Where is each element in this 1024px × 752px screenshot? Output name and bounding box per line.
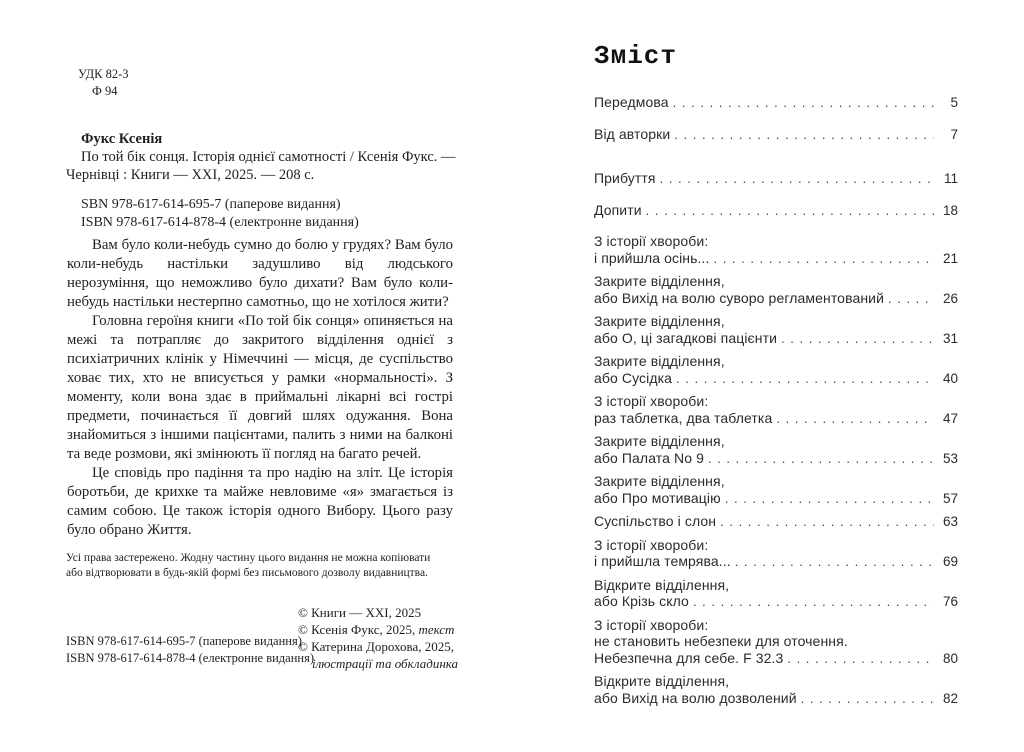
- toc-entry-title: Від авторки: [594, 125, 671, 142]
- toc-page-number: 31: [942, 330, 958, 346]
- copyright-illustrator: © Катерина Дорохова, 2025,: [298, 639, 454, 654]
- toc-page-number: 11: [943, 171, 958, 186]
- toc-row: [594, 410, 958, 428]
- toc-entry: [594, 202, 958, 220]
- toc-page-number: 26: [942, 290, 958, 306]
- toc-entry: [594, 94, 958, 112]
- toc-row: [594, 450, 958, 468]
- toc-page-number: 18: [942, 202, 958, 218]
- author-cutter-code: Ф 94: [92, 84, 118, 98]
- rights-notice: Усі права застережено. Жодну частину цього видання не можна копіювати або відтворювати в будь-якій формі без письмового дозволу видавництва.: [66, 551, 431, 579]
- toc-entry-title: раз таблетка, два таблетка: [594, 409, 773, 426]
- toc-entry-title: і прийшла темрява...: [594, 553, 731, 569]
- toc-entry-title: Передмова: [594, 94, 669, 110]
- dot-leader: [888, 291, 934, 308]
- toc-entry-line: З історії хвороби:: [594, 616, 709, 633]
- dot-leader: [646, 203, 934, 220]
- isbn-paper-bottom: ISBN 978-617-614-695-7 (паперове видання): [66, 634, 302, 648]
- toc-page-number: 57: [942, 490, 958, 506]
- toc-row: [594, 250, 958, 268]
- copyright-author: [298, 621, 458, 638]
- dot-leader: [674, 127, 934, 144]
- dot-leader: [776, 411, 934, 428]
- toc-entry-title: Суспільство і слон: [594, 513, 717, 529]
- bibliographic-record: [66, 130, 456, 184]
- dot-leader: [735, 554, 934, 571]
- copyright-publisher: © Книги — XXI, 2025: [298, 605, 422, 620]
- toc-entry: [594, 473, 958, 507]
- toc-page-number: 40: [942, 370, 958, 386]
- toc-entry-title: або Палата No 9: [594, 449, 704, 466]
- toc-entry: [594, 617, 958, 668]
- isbn-block-top: [81, 196, 359, 232]
- toc-entry-line: Закрите відділення,: [594, 433, 725, 449]
- toc-entry: [594, 170, 958, 188]
- toc-row: [594, 650, 958, 668]
- toc-page-number: 47: [942, 410, 958, 426]
- toc-page-number: 21: [942, 250, 958, 266]
- copyright-illustrator-role: ілюстрації та обкладинка: [312, 656, 459, 671]
- contents-page: [594, 42, 958, 713]
- toc-entry-title: або Вихід на волю дозволений: [594, 689, 797, 706]
- annotation: [67, 236, 453, 540]
- isbn-paper: SBN 978-617-614-695-7 (паперове видання): [81, 197, 341, 212]
- toc-page-number: 63: [942, 514, 958, 529]
- toc-entry: [594, 433, 958, 467]
- toc-entry-line: Закрите відділення,: [594, 473, 725, 489]
- isbn-block-bottom: [66, 633, 314, 667]
- toc-entry-line: Закрите відділення,: [594, 313, 725, 329]
- udc-block: [78, 66, 129, 100]
- annotation-paragraph: Вам було коли-небудь сумно до болю у грудях? Вам було коли-небудь настільки задушливо від людського нерозуміння, що неможливо було дихати? Вам було коли-небудь настільки нестерпно самотньо, що не хотілося жити?: [67, 237, 453, 310]
- toc-entry-line: Закрите відділення,: [594, 273, 725, 289]
- dot-leader: [713, 251, 934, 268]
- toc-entry: [594, 577, 958, 611]
- toc-entry-line: Відкрите відділення,: [594, 673, 730, 689]
- toc-entry-title: Прибуття: [594, 170, 656, 186]
- toc-row: [594, 553, 958, 571]
- bib-description-line2: Чернівці : Книги — XXI, 2025. — 208 с.: [66, 167, 315, 183]
- toc-row: [594, 690, 958, 708]
- toc-row: [594, 513, 958, 531]
- author-name: Фукс Ксенія: [81, 131, 163, 147]
- toc-page-number: 7: [950, 126, 958, 142]
- toc-entry-line: Закрите відділення,: [594, 353, 725, 369]
- toc-entry: [594, 313, 958, 347]
- toc-list: [594, 94, 958, 707]
- toc-entry-title: або Про мотивацію: [594, 489, 721, 506]
- toc-page-number: 69: [942, 554, 958, 569]
- toc-entry-title: або О, ці загадкові пацієнти: [594, 329, 778, 346]
- toc-entry-line: Відкрите відділення,: [594, 576, 730, 593]
- dot-leader: [708, 451, 934, 468]
- dot-leader: [720, 514, 934, 531]
- toc-entry-title: Допити: [594, 201, 642, 218]
- toc-entry: [594, 126, 958, 144]
- dot-leader: [673, 95, 934, 112]
- toc-row: [594, 370, 958, 388]
- dot-leader: [801, 691, 934, 708]
- toc-row: [594, 290, 958, 308]
- contents-title: Зміст: [594, 41, 678, 71]
- copyright-author-text: © Ксенія Фукс, 2025,: [298, 622, 419, 637]
- dot-leader: [787, 651, 934, 668]
- toc-row: [594, 490, 958, 508]
- isbn-ebook-bottom: ISBN 978-617-614-878-4 (електронне видання): [66, 651, 314, 665]
- dot-leader: [725, 491, 934, 508]
- toc-entry-title: Небезпечна для себе. F 32.3: [594, 649, 784, 666]
- toc-entry-title: або Вихід на волю суворо регламентований: [594, 289, 885, 306]
- toc-entry-line: З історії хвороби:: [594, 233, 709, 249]
- isbn-ebook: ISBN 978-617-614-878-4 (електронне видання): [81, 215, 359, 230]
- toc-entry: [594, 673, 958, 707]
- toc-page-number: 80: [942, 650, 958, 666]
- toc-page-number: 76: [942, 594, 958, 609]
- dot-leader: [781, 331, 934, 348]
- toc-entry: [594, 393, 958, 427]
- toc-row: [594, 126, 958, 144]
- annotation-paragraph: Це сповідь про падіння та про надію на зліт. Це історія боротьби, де крихке та майже невловиме «я» змагається із самим собою. Це також історія одного Вибору. Цього разу було обрано Життя.: [67, 465, 453, 538]
- toc-page-number: 53: [942, 450, 958, 466]
- toc-entry: [594, 233, 958, 267]
- toc-entry-line: З історії хвороби:: [594, 536, 709, 553]
- toc-row: [594, 330, 958, 348]
- udc-code: УДК 82-3: [78, 67, 129, 81]
- toc-entry: [594, 537, 958, 571]
- toc-entry-line: не становить небезпеки для оточення.: [594, 633, 848, 649]
- copyright-block: [298, 604, 458, 672]
- toc-entry: [594, 513, 958, 531]
- toc-entry-title: або Сусідка: [594, 369, 673, 386]
- toc-entry-title: або Крізь скло: [594, 593, 689, 609]
- toc-page-number: 82: [942, 690, 958, 706]
- copyright-author-role: текст: [418, 622, 455, 637]
- toc-entry: [594, 273, 958, 307]
- toc-entry-line: З історії хвороби:: [594, 393, 709, 409]
- toc-row: [594, 170, 958, 188]
- toc-row: [594, 593, 958, 611]
- toc-row: [594, 202, 958, 220]
- bib-description-line1: По той бік сонця. Історія однієї самотності / Ксенія Фукс. —: [81, 149, 456, 165]
- toc-page-number: 5: [950, 95, 958, 110]
- toc-entry-title: і прийшла осінь...: [594, 249, 710, 266]
- dot-leader: [693, 594, 934, 611]
- toc-row: [594, 94, 958, 112]
- toc-entry: [594, 353, 958, 387]
- annotation-paragraph: Головна героїня книги «По той бік сонця» опиняється на межі та потрапляє до закритого відділення однієї з психіатричних клінік у Німеччині — місця, де суспільство ховає тих, хто не вписується у рамки «нормальності». З моменту, коли вона здає в приймальні лікарні всі гострі предмети, починається її довгий шлях одужання. Вона знайомиться з іншими пацієнтами, палить з ними на балконі та веде розмови, які змінюють її погляд на багато речей.: [67, 313, 453, 462]
- dot-leader: [660, 171, 934, 188]
- dot-leader: [676, 371, 934, 388]
